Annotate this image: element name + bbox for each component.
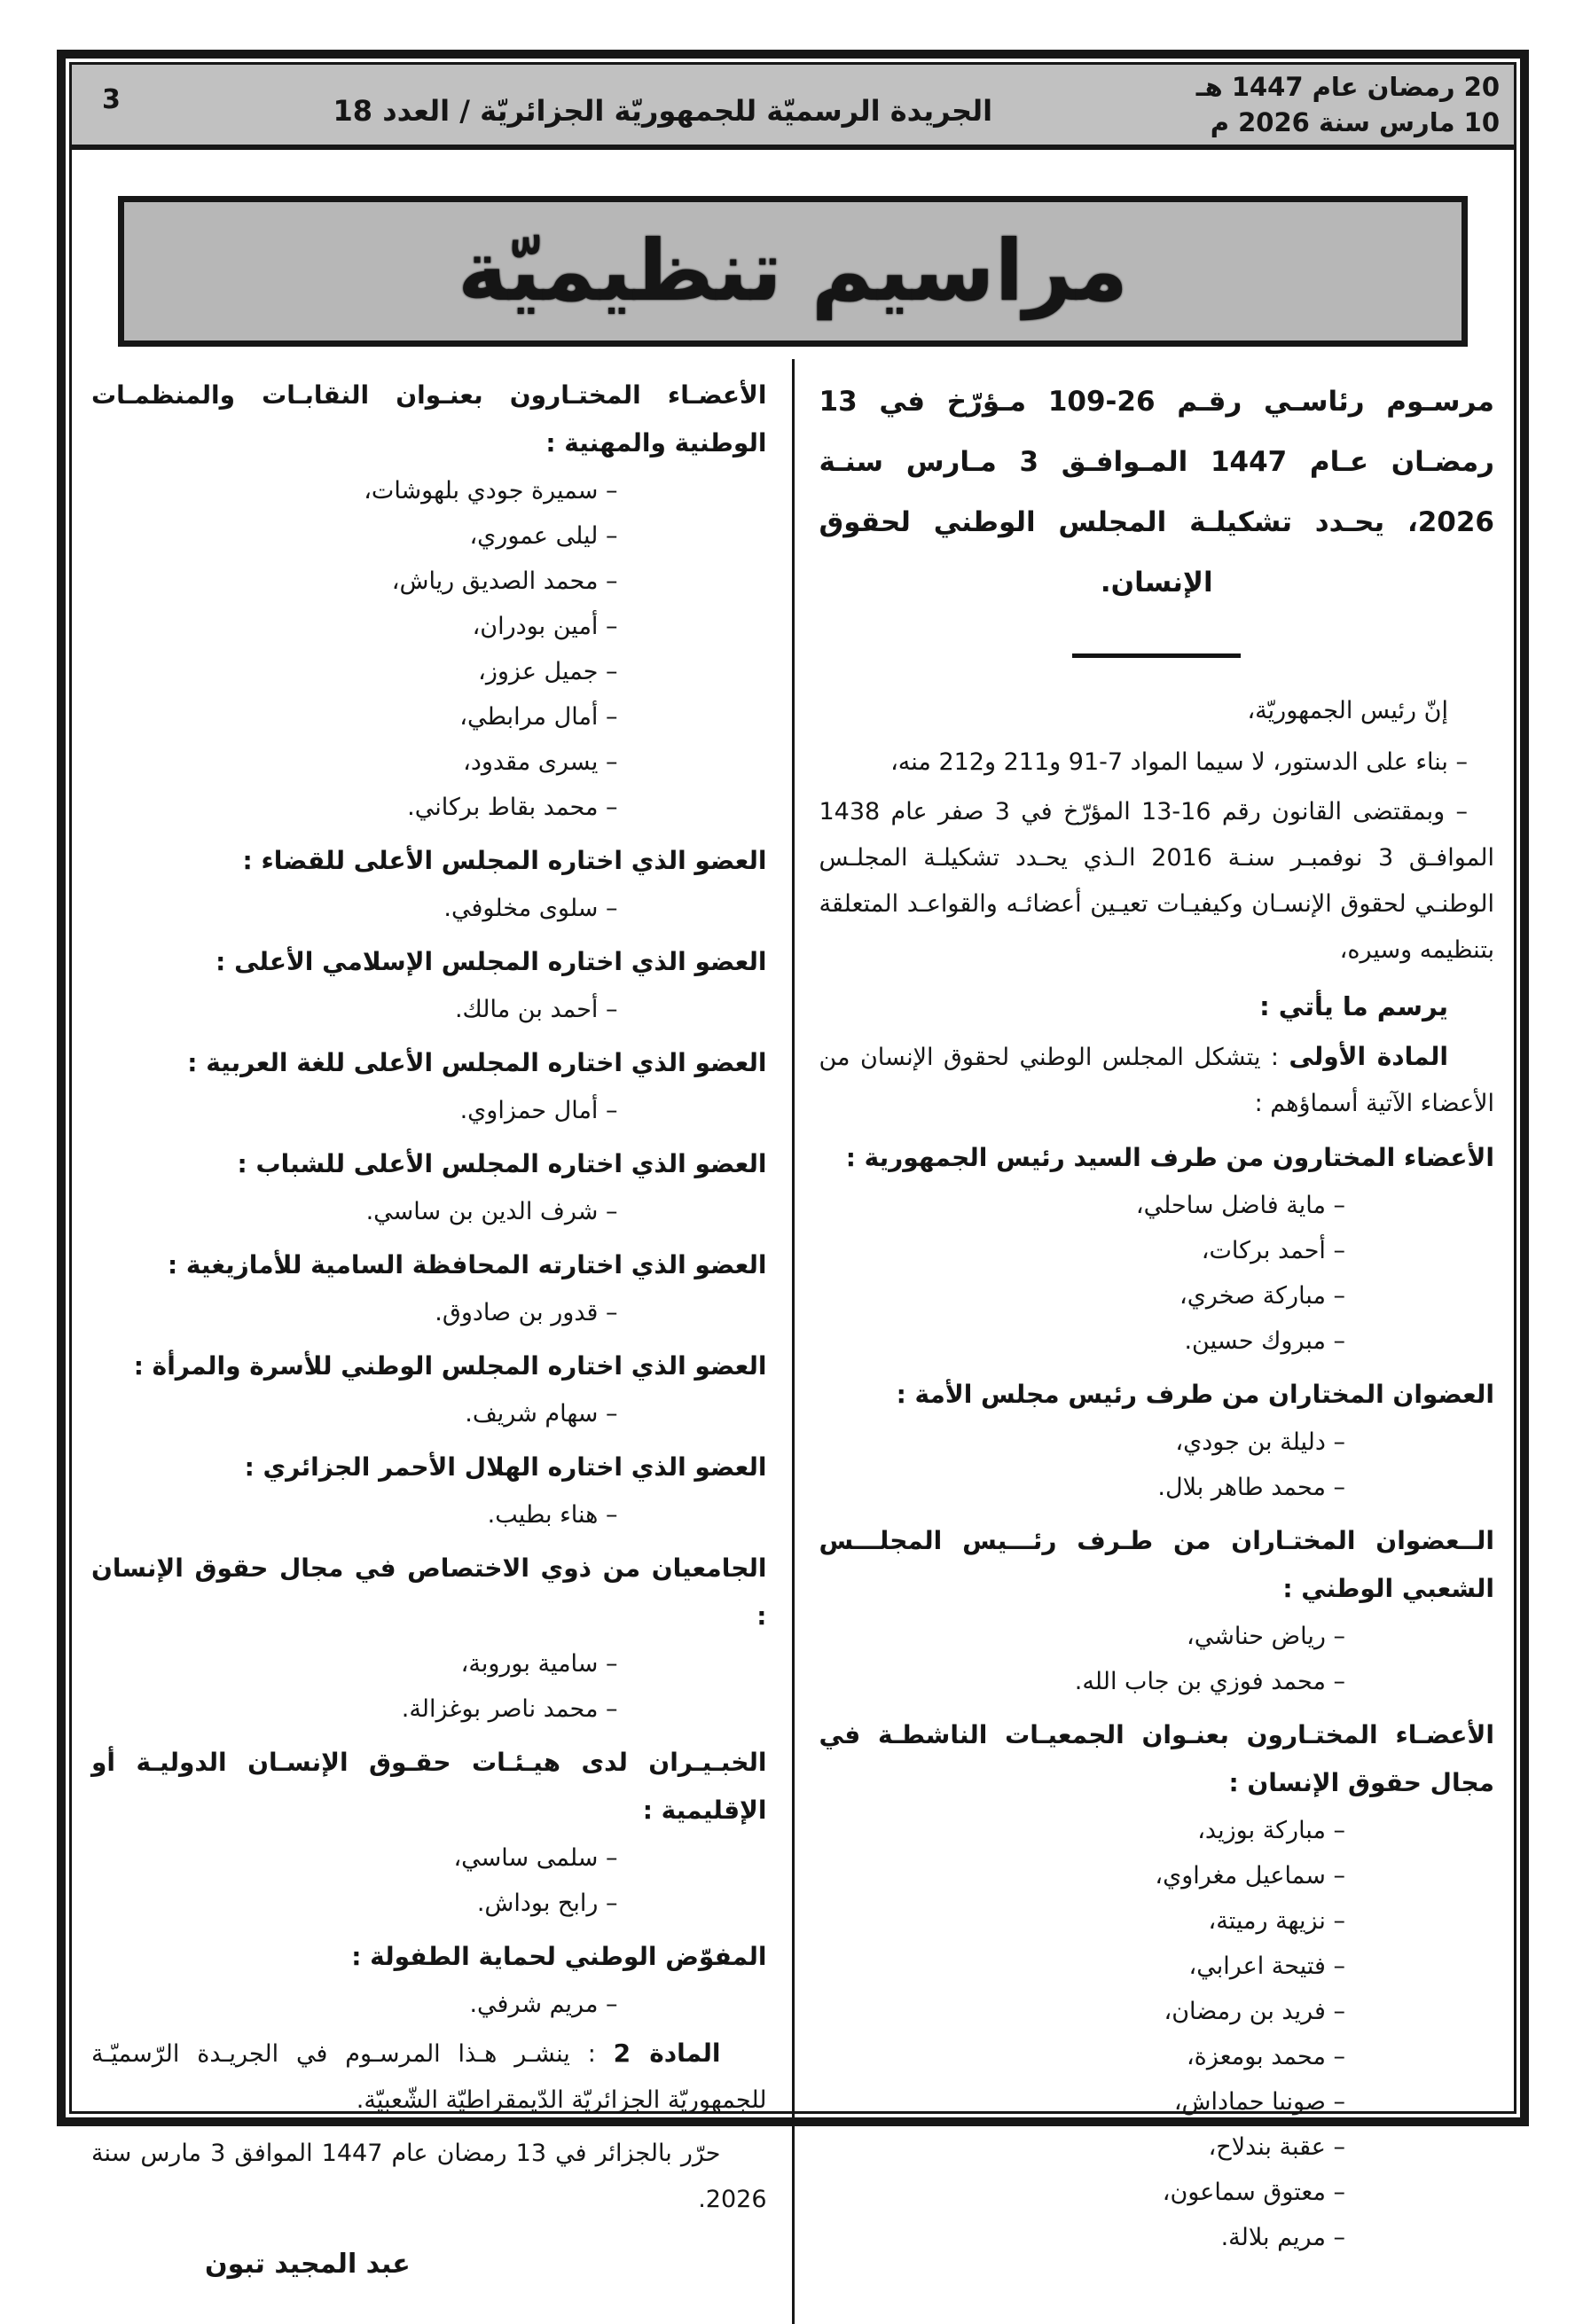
section-banner-title: مراسيم تنظيميّة bbox=[457, 223, 1129, 320]
category-heading: الجامعيان من ذوي الاختصاص في مجال حقوق الإنسان : bbox=[91, 1553, 767, 1631]
member-item: – مريم بلالة. bbox=[1220, 2224, 1345, 2251]
article-label: المادة 2 bbox=[613, 2038, 721, 2068]
member-item: – صونيا حماداش، bbox=[1173, 2088, 1345, 2116]
member-item: – أمال مرابطي، bbox=[459, 703, 618, 731]
member-item: – نزيهة رميتة، bbox=[1208, 1907, 1345, 1935]
category-heading: العضو الذي اختاره المجلس الأعلى للشباب : bbox=[237, 1149, 767, 1178]
closing-paragraph: حرّر بالجزائر في 13 رمضان عام 1447 الموافق 3 مارس سنة 2026. bbox=[91, 2140, 767, 2213]
category-heading: المفوّض الوطني لحماية الطفولة : bbox=[351, 1942, 767, 1971]
member-item: – محمد بقاط بركاني. bbox=[407, 794, 618, 821]
visa-paragraph: – وبمقتضى القانون رقم 16-13 المؤرّخ في 3 صفر عام 1438 الموافـق 3 نوفمبـر سنـة 2016 الـذي يحـدد تشكيلـة المجلـس الوطنـي لحقوق الإنسـان وكيفيـات تعيـين أعضائـه والقواعـد المتعلقة بتنظيمه وسيره، bbox=[819, 798, 1494, 964]
column-right bbox=[792, 359, 1508, 2324]
member-item: – محمد بومعزة، bbox=[1186, 2043, 1345, 2070]
member-item: – ماية فاضل ساحلي، bbox=[1135, 1192, 1345, 1219]
member-item: – رياض حناشي، bbox=[1187, 1623, 1345, 1650]
member-item: – مباركة صخري، bbox=[1179, 1282, 1345, 1310]
category-heading: العضو الذي اختاره المجلس الأعلى للقضاء : bbox=[242, 846, 767, 875]
gregorian-date: 10 مارس سنة 2026 م bbox=[1210, 107, 1500, 137]
article-paragraph: المادة الأولى : يتشكل المجلس الوطني لحقوق الإنسان من الأعضاء الآتية أسماؤهم : bbox=[819, 1042, 1494, 1117]
member-item: – جميل عزوز، bbox=[478, 658, 618, 685]
member-item: – معتوق سماعون، bbox=[1162, 2179, 1345, 2206]
member-item: – سامية بوروبة، bbox=[460, 1650, 618, 1678]
issue-dates bbox=[1196, 69, 1514, 140]
member-item: – دليلة بن جودي، bbox=[1175, 1428, 1345, 1456]
article-label: المادة الأولى bbox=[1289, 1042, 1448, 1071]
member-item: – سماعيل مغراوي، bbox=[1155, 1862, 1345, 1890]
member-item: – أمين بودران، bbox=[472, 613, 618, 640]
member-item: – أحمد بن مالك. bbox=[454, 996, 618, 1023]
column-left bbox=[79, 359, 792, 2324]
journal-title: الجريدة الرسميّة للجمهوريّة الجزائريّة / العدد 18 bbox=[333, 94, 993, 128]
member-item: – أمال حمزاوي. bbox=[459, 1097, 618, 1124]
member-item: – رابح بوداش. bbox=[476, 1890, 618, 1917]
category-heading: العضوان المختاران من طرف رئيس مجلس الأمة : bbox=[896, 1380, 1494, 1409]
opening-line: إنّ رئيس الجمهوريّة، bbox=[1247, 697, 1448, 724]
category-heading: الأعضـاء المختـارون بعنـوان النقابـات والمنظمـات الوطنية والمهنية : bbox=[91, 380, 767, 458]
page-frame bbox=[57, 50, 1529, 2280]
member-item: – هناء بطيب. bbox=[487, 1501, 618, 1529]
member-item: – أحمد بركات، bbox=[1201, 1237, 1345, 1264]
member-item: – شرف الدين بن ساسي. bbox=[365, 1198, 618, 1225]
enacting-formula: يرسم ما يأتي : bbox=[1259, 991, 1448, 1021]
category-heading: الأعضاء المختارون من طرف السيد رئيس الجمهورية : bbox=[845, 1143, 1494, 1172]
member-item: – محمد طاهر بلال. bbox=[1157, 1474, 1345, 1501]
article-paragraph: المادة 2 : ينشـر هـذا المرسـوم في الجريـدة الرّسميّـة للجمهوريّة الجزائريّة الدّيمقراطيّة الشّعبيّة. bbox=[91, 2038, 767, 2114]
member-item: – فريد بن رمضان، bbox=[1164, 1998, 1345, 2025]
category-heading: الخبـيـران لدى هيـئـات حقـوق الإنسـان الدوليـة أو الإقليمية : bbox=[91, 1748, 767, 1825]
category-heading: العضو الذي اختاره الهلال الأحمر الجزائري : bbox=[244, 1452, 767, 1482]
member-item: – محمد ناصر بوغزالة. bbox=[401, 1695, 618, 1723]
member-item: – عقبة بندلاح، bbox=[1208, 2133, 1345, 2161]
member-item: – محمد الصديق رياش، bbox=[391, 567, 618, 595]
visa-paragraph: – بناء على الدستور، لا سيما المواد 7-91 و211 و212 منه، bbox=[890, 748, 1468, 776]
masthead bbox=[72, 65, 1514, 150]
category-heading: العضو الذي اختاره المجلس الوطني للأسرة والمرأة : bbox=[133, 1351, 767, 1381]
member-item: – سميرة جودي بلهوشات، bbox=[364, 477, 618, 505]
two-column-body bbox=[72, 359, 1514, 2324]
page-number: 3 bbox=[102, 84, 121, 115]
section-banner bbox=[118, 196, 1468, 347]
member-item: – مريم شرفي. bbox=[469, 1991, 618, 2018]
member-item: – مباركة بوزيد، bbox=[1197, 1817, 1345, 1844]
decree-title: مرسـوم رئاسـي رقـم 26-109 مـؤرّخ في 13 رمضـان عـام 1447 المـوافـق 3 مـارس سنـة 2026، يحـدد تشكيلـة المجلس الوطني لحقوق الإنسان. bbox=[819, 386, 1495, 599]
member-item: – سلمى ساسي، bbox=[453, 1844, 618, 1872]
member-item: – قدور بن صادوق. bbox=[435, 1299, 618, 1326]
hijri-date: 20 رمضان عام 1447 هـ bbox=[1195, 72, 1500, 102]
category-heading: العضو الذي اختاره المجلس الأعلى للغة العربية : bbox=[187, 1048, 767, 1077]
page-frame-inner bbox=[69, 62, 1516, 2280]
signature: عبد المجيد تبون bbox=[205, 2249, 411, 2280]
category-heading: العضو الذي اختاره المجلس الإسلامي الأعلى : bbox=[216, 947, 767, 976]
separator-rule bbox=[1072, 653, 1241, 658]
member-item: – مبروك حسين. bbox=[1184, 1327, 1345, 1355]
member-item: – محمد فوزي بن جاب الله. bbox=[1074, 1668, 1345, 1695]
member-item: – سهام شريف. bbox=[465, 1400, 618, 1428]
category-heading: العضو الذي اختارته المحافظة السامية للأمازيغية : bbox=[167, 1250, 767, 1279]
member-item: – فتيحة اعرابي، bbox=[1188, 1952, 1345, 1980]
category-heading: الــعضوان المختـاران من طـرف رئـــيس المجلـــس الشعبي الوطني : bbox=[819, 1526, 1494, 1603]
category-heading: الأعضـاء المختـارون بعنـوان الجمعيـات الناشطـة في مجال حقوق الإنسان : bbox=[819, 1720, 1494, 1797]
member-item: – يسرى مقدود، bbox=[463, 748, 618, 776]
member-item: – ليلى عموري، bbox=[469, 522, 618, 550]
member-item: – سلوى مخلوفي. bbox=[443, 895, 618, 922]
